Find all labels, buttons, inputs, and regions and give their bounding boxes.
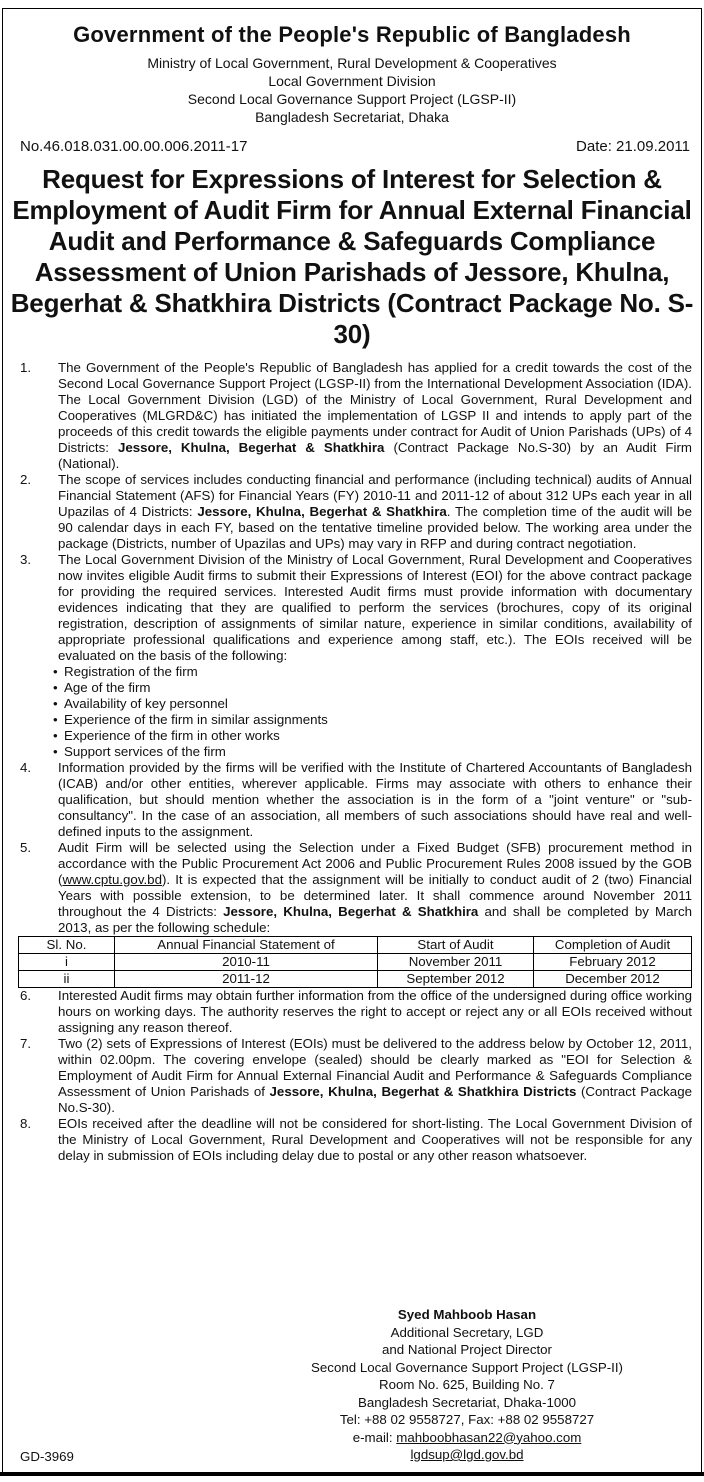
reference-number: No.46.018.031.00.00.006.2011-17 xyxy=(20,138,248,155)
paragraph-text: Audit Firm will be selected using the Selection under a Fixed Budget (SFB) procurement method in accordance with the Public Procurement Act 2006 and Public Procurement Rules 2008 issued by the GOB ( xyxy=(58,840,692,887)
paragraph-number: 4. xyxy=(20,760,32,775)
paragraph-8 xyxy=(18,1116,692,1164)
paragraph-3 xyxy=(18,552,692,664)
paragraph-1 xyxy=(18,360,692,472)
table-cell: i xyxy=(19,954,115,971)
paragraph-number: 3. xyxy=(20,552,32,567)
table-cell: 2011-12 xyxy=(115,971,378,988)
paragraph-7 xyxy=(18,1036,692,1116)
paragraph-4 xyxy=(18,760,692,840)
table-header: Completion of Audit xyxy=(534,937,692,954)
email-link-lgd[interactable]: lgdsup@lgd.gov.bd xyxy=(410,1447,524,1462)
signatory-title: Additional Secretary, LGD xyxy=(390,1324,544,1340)
paragraph-text: Two (2) sets of Expressions of Interest (EOIs) must be delivered to the address below by October 12, 2011, within 02.00pm. The covering envelope (sealed) should be clearly marked as "EOI for Selection & Employment of Audit Firm for Annual External Financial Audit and Performance & Safeguards Compliance Assessment of Union Parishads of xyxy=(58,1036,692,1099)
email-link-yahoo[interactable]: mahboobhasan22@yahoo.com xyxy=(396,1429,582,1445)
signatory-room: Room No. 625, Building No. 7 xyxy=(379,1377,555,1392)
paragraph-text: Information provided by the firms will be verified with the Institute of Chartered Accountants of Bangladesh (ICAB) and/or other entities, wherever applicable. Firms may associate with others to enhance their qualification, but should mention whether the association is in the form of a "joint venture" or "sub-consultancy". In the case of an association, all members of such associations should have real and well-defined inputs to the assignment. xyxy=(58,760,692,839)
bottom-rule xyxy=(0,1472,704,1476)
reference-date: Date: 21.09.2011 xyxy=(576,138,690,155)
table-header-row xyxy=(19,937,692,954)
list-item: • Registration of the firm xyxy=(64,664,692,680)
email-label: e-mail: xyxy=(352,1429,397,1445)
table-cell: November 2011 xyxy=(378,954,534,971)
signatory-role: and National Project Director xyxy=(382,1342,552,1357)
list-item: • Support services of the firm xyxy=(64,744,692,760)
cptu-link[interactable]: www.cptu.gov.bd xyxy=(62,872,162,887)
government-heading: Government of the People's Republic of Bangladesh xyxy=(73,22,631,47)
paragraph-text: Interested Audit firms may obtain further information from the office of the undersigned during office working hours on working days. The authority reserves the right to accept or reject any or all EOIs received without assigning any reason thereof. xyxy=(58,988,692,1035)
notice-body xyxy=(18,360,692,1164)
district-names: Jessore, Khulna, Begerhat & Shatkhira Districts xyxy=(269,1084,577,1099)
table-header: Start of Audit xyxy=(378,937,534,954)
table-header: Sl. No. xyxy=(19,937,115,954)
signatory-name: Syed Mahboob Hasan xyxy=(397,1307,537,1322)
district-names: Jessore, Khulna, Begerhat & Shatkhira xyxy=(117,440,385,455)
paragraph-text: . The completion time of the audit will be 90 calendar days in each FY, based on the tentative timeline provided below. The working area under the package (Districts, number of Upazilas and UPs) may vary in RFP and during contract negotiation. xyxy=(58,504,692,551)
reference-row xyxy=(20,138,690,155)
list-item: • Experience of the firm in other works xyxy=(64,728,692,744)
table-row xyxy=(19,971,692,988)
district-names: Jessore, Khulna, Begerhat & Shatkhira xyxy=(197,504,447,519)
table-row xyxy=(19,954,692,971)
address-line: Bangladesh Secretariat, Dhaka xyxy=(255,109,449,125)
paragraph-number: 6. xyxy=(20,988,32,1003)
paragraph-number: 7. xyxy=(20,1036,32,1051)
paragraph-text: (Contract Package No.S-30). xyxy=(58,1084,692,1115)
table-cell: February 2012 xyxy=(534,954,692,971)
list-item: • Experience of the firm in similar assignments xyxy=(64,712,692,728)
project-line: Second Local Governance Support Project (LGSP-II) xyxy=(187,91,517,107)
paragraph-text: EOIs received after the deadline will not be considered for short-listing. The Local Government Division of the Ministry of Local Government, Rural Development and Cooperatives will not be responsible for any delay in submission of EOIs including delay due to postal or any other reason whatsoever. xyxy=(58,1116,692,1163)
signatory-phone: Tel: +88 02 9558727, Fax: +88 02 9558727 xyxy=(339,1412,595,1427)
paragraph-6 xyxy=(18,988,692,1036)
ministry-line: Ministry of Local Government, Rural Development & Cooperatives xyxy=(147,55,557,71)
paragraph-number: 8. xyxy=(20,1116,32,1131)
paragraph-text: ). It is expected that the assignment will be initially to conduct audit of 2 (two) Financial Years with possible extension, to be determined later. It shall commence around November 2011 throughout the 4 Districts: xyxy=(58,872,692,919)
list-item: • Age of the firm xyxy=(64,680,692,696)
table-cell: September 2012 xyxy=(378,971,534,988)
paragraph-5 xyxy=(18,840,692,936)
table-cell: 2010-11 xyxy=(115,954,378,971)
signatory-email-line xyxy=(300,1429,634,1447)
signatory-project: Second Local Governance Support Project (LGSP-II) xyxy=(311,1359,623,1375)
table-cell: ii xyxy=(19,971,115,988)
notice-title: Request for Expressions of Interest for Selection & Employment of Audit Firm for Annual External Financial Audit and Performance & Safeguards Compliance Assessment of Union Parishads of Jessore, Khulna, Begerhat & Shatkhira Districts (Contract Package No. S-30) xyxy=(10,164,694,349)
signatory-email-line-2 xyxy=(300,1446,634,1464)
evaluation-criteria-list xyxy=(18,664,692,760)
paragraph-text: and shall be completed by March 2013, as per the following schedule: xyxy=(58,904,692,935)
paragraph-2 xyxy=(18,472,692,552)
audit-schedule-table xyxy=(18,936,692,988)
signatory-address: Bangladesh Secretariat, Dhaka-1000 xyxy=(357,1394,577,1410)
paragraph-text: The Government of the People's Republic of Bangladesh has applied for a credit towards the cost of the Second Local Governance Support Project (LGSP-II) from the International Development Association (IDA). The Local Government Division (LGD) of the Ministry of Local Government, Rural Development and Cooperatives (MLGRD&C) has initiated the implementation of LGSP II and intends to apply part of the proceeds of this credit towards the eligible payments under contract for Audit of Union Parishads (UPs) of 4 Districts: xyxy=(58,360,692,455)
paragraph-number: 2. xyxy=(20,472,32,487)
table-cell: December 2012 xyxy=(534,971,692,988)
signature-block xyxy=(300,1306,634,1464)
paragraph-number: 1. xyxy=(20,360,32,375)
paragraph-text: The scope of services includes conducting financial and performance (including technical) audits of Annual Financial Statement (AFS) for Financial Years (FY) 2010-11 and 2011-12 of about 312 UPs each year in all Upazilas of 4 Districts: xyxy=(58,472,692,519)
paragraph-text: (Contract Package No.S-30) by an Audit Firm (National). xyxy=(58,440,692,471)
footer-code: GD-3969 xyxy=(20,1449,74,1464)
table-header: Annual Financial Statement of xyxy=(115,937,378,954)
division-line: Local Government Division xyxy=(268,73,436,89)
paragraph-number: 5. xyxy=(20,840,32,855)
paragraph-text: The Local Government Division of the Ministry of Local Government, Rural Development and Cooperatives now invites eligible Audit firms to submit their Expressions of Interest (EOI) for the above contract package for providing the required services. Interested Audit firms must provide information with documentary evidences indicating that they are qualified to perform the services (brochures, copy of its original registration, description of assignments of similar nature, experience in similar conditions, availability of appropriate professional qualifications and experience among staff, etc.). The EOIs received will be evaluated on the basis of the following: xyxy=(58,552,692,663)
district-names: Jessore, Khulna, Begerhat & Shatkhira xyxy=(223,904,479,919)
list-item: • Availability of key personnel xyxy=(64,696,692,712)
